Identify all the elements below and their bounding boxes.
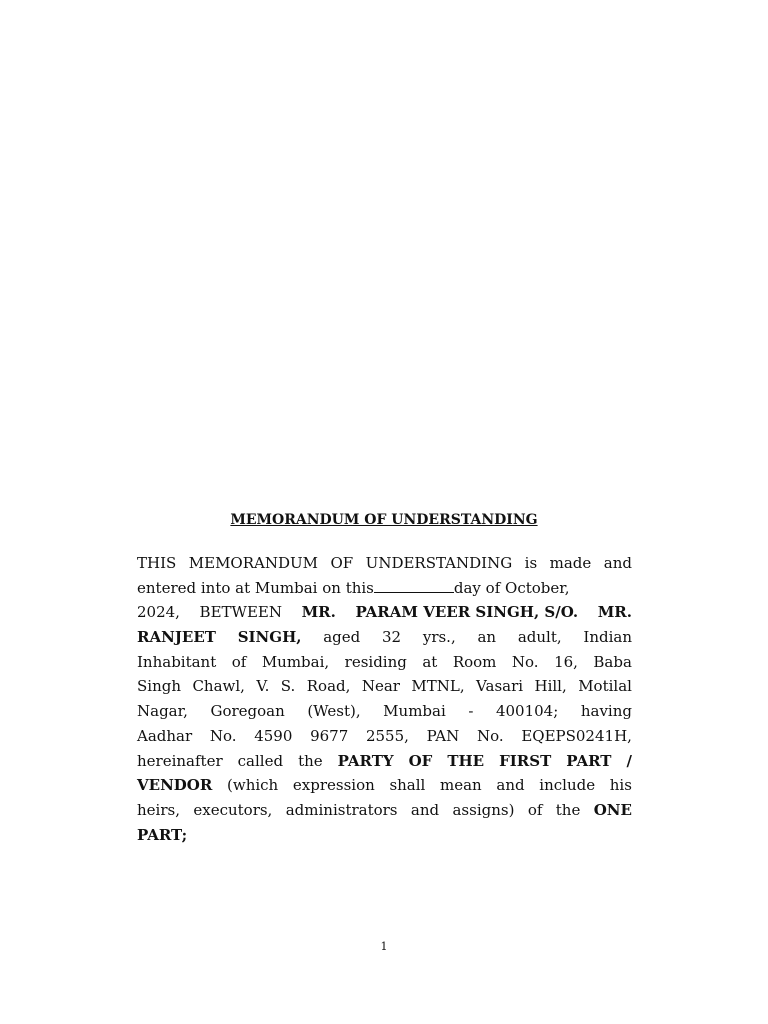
party-name-bold: PARAM VEER SINGH, S/O. — [355, 603, 579, 621]
word: No. — [209, 727, 237, 745]
word: 2024, — [137, 603, 180, 621]
word: UNDERSTANDING — [365, 554, 513, 572]
party-name-bold: MR. — [301, 603, 336, 621]
word: Mumbai, — [261, 653, 330, 671]
word: Room — [452, 653, 497, 671]
word: MTNL, — [411, 677, 465, 695]
word: 400104; — [495, 702, 559, 720]
word: Aadhar — [137, 727, 193, 745]
party-designation-bold: OF — [408, 752, 433, 770]
party-designation-bold: FIRST — [499, 752, 552, 770]
word: heirs, — [137, 801, 180, 819]
party-designation-bold: THE — [447, 752, 485, 770]
body-line-1 — [137, 553, 632, 573]
word: (West), — [307, 702, 361, 720]
word: adult, — [517, 628, 562, 646]
word: is — [524, 554, 538, 572]
body-line-5 — [137, 652, 632, 672]
body-line-4 — [137, 627, 632, 647]
word: THIS — [137, 554, 177, 572]
word: Vasari — [476, 677, 524, 695]
word: Singh — [137, 677, 181, 695]
word: and — [496, 776, 525, 794]
word: Road, — [306, 677, 351, 695]
party-name-bold: SINGH, — [237, 628, 302, 646]
word: No. — [476, 727, 504, 745]
word: shall — [389, 776, 426, 794]
party-designation-bold: PART; — [137, 826, 188, 844]
word: executors, — [193, 801, 273, 819]
word: Goregoan — [210, 702, 285, 720]
date-blank — [374, 579, 454, 593]
word: 16, — [554, 653, 578, 671]
word: aged — [323, 628, 361, 646]
word: of — [527, 801, 543, 819]
word: and — [603, 554, 632, 572]
word: Motilal — [578, 677, 632, 695]
word: 4590 — [254, 727, 293, 745]
party-designation-bold: PARTY — [337, 752, 394, 770]
word: EQEPS0241H, — [521, 727, 632, 745]
party-designation-bold: VENDOR — [137, 776, 213, 794]
word: OF — [330, 554, 354, 572]
body-line-9 — [137, 751, 632, 771]
page-number: 1 — [380, 940, 388, 953]
word: his — [609, 776, 632, 794]
word: at — [422, 653, 438, 671]
body-line-11 — [137, 800, 632, 820]
word: 32 — [382, 628, 402, 646]
word: Baba — [593, 653, 632, 671]
word: Nagar, — [137, 702, 188, 720]
word: V. — [256, 677, 270, 695]
party-designation-bold: PART — [566, 752, 612, 770]
word: Hill, — [534, 677, 567, 695]
word: hereinafter — [137, 752, 223, 770]
word: 9677 — [310, 727, 349, 745]
body-line-3 — [137, 602, 632, 622]
party-name-bold: RANJEET — [137, 628, 216, 646]
document-title: MEMORANDUM OF UNDERSTANDING — [230, 512, 538, 528]
body-line-12 — [137, 825, 632, 845]
word: the — [298, 752, 323, 770]
word: assigns) — [452, 801, 515, 819]
word: called — [237, 752, 284, 770]
word: BETWEEN — [199, 603, 282, 621]
text-segment: entered into at Mumbai on this — [137, 579, 374, 597]
word: Mumbai — [383, 702, 446, 720]
word: PAN — [426, 727, 460, 745]
word: 2555, — [365, 727, 409, 745]
party-name-bold: MR. — [597, 603, 632, 621]
body-line-2 — [137, 578, 632, 598]
text-segment: day of October, — [453, 579, 570, 597]
word: the — [555, 801, 581, 819]
body-line-6 — [137, 676, 632, 696]
word: having — [580, 702, 632, 720]
word: Near — [361, 677, 400, 695]
word: MEMORANDUM — [188, 554, 319, 572]
party-designation-bold: / — [626, 752, 632, 770]
word: Inhabitant — [137, 653, 217, 671]
word: Chawl, — [192, 677, 245, 695]
word: an — [477, 628, 497, 646]
body-line-7 — [137, 701, 632, 721]
word: administrators — [285, 801, 398, 819]
word: expression — [292, 776, 375, 794]
word: S. — [280, 677, 296, 695]
word: yrs., — [422, 628, 456, 646]
word: residing — [344, 653, 407, 671]
word: include — [539, 776, 596, 794]
word: No. — [511, 653, 539, 671]
body-line-10 — [137, 775, 632, 795]
word: - — [468, 702, 474, 720]
word: and — [410, 801, 440, 819]
word: (which — [227, 776, 279, 794]
word: of — [231, 653, 247, 671]
word: mean — [440, 776, 482, 794]
word: Indian — [583, 628, 632, 646]
word: made — [549, 554, 592, 572]
party-designation-bold: ONE — [593, 801, 632, 819]
body-line-8 — [137, 726, 632, 746]
